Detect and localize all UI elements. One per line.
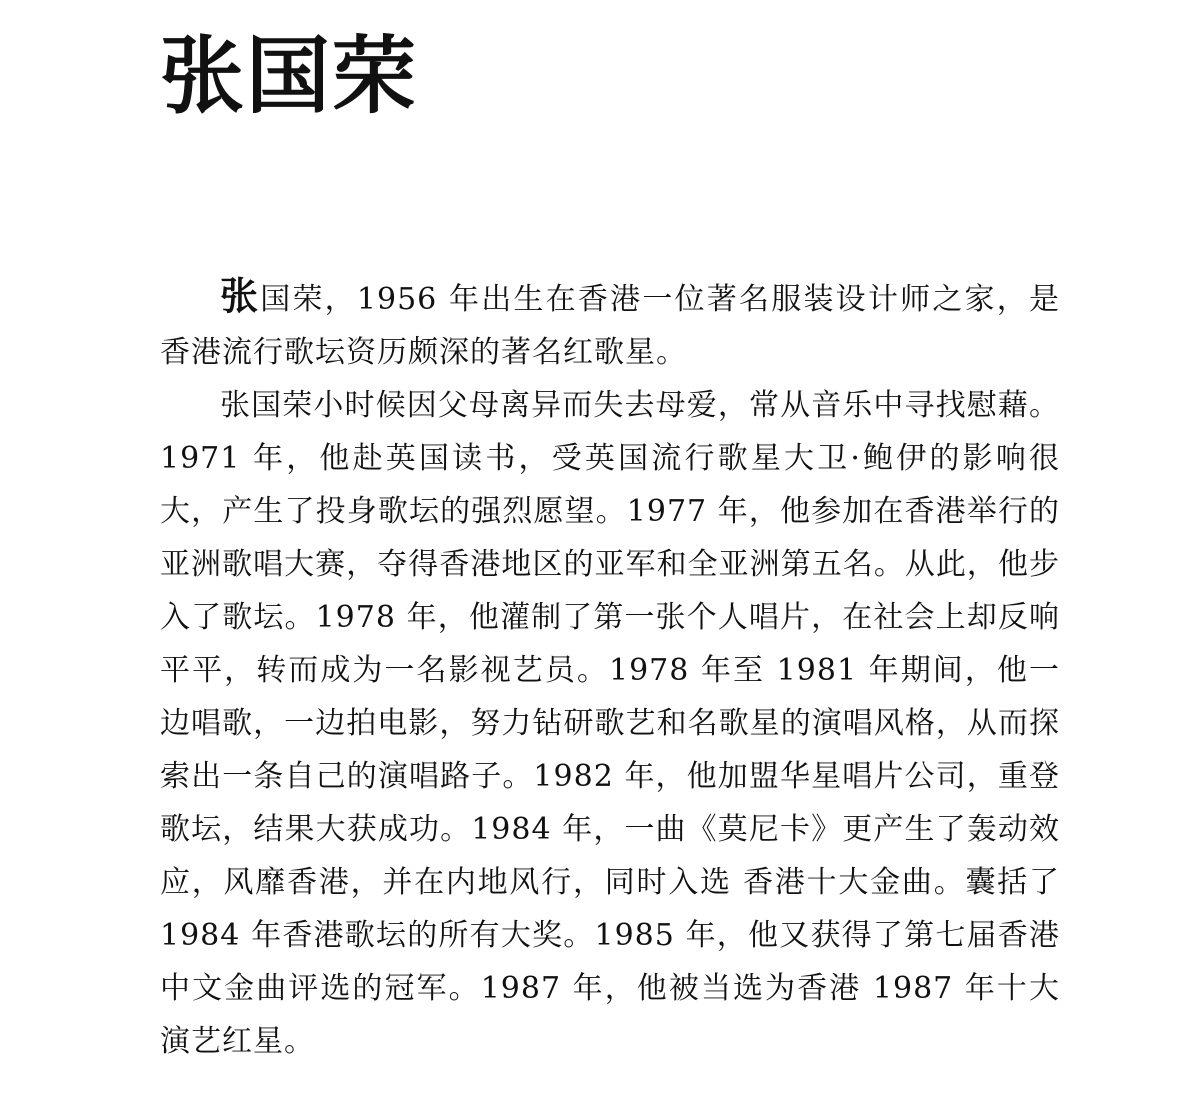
page-title: 张国荣	[160, 27, 419, 125]
paragraph-biography	[160, 379, 1060, 1068]
paragraph-intro	[160, 270, 1060, 379]
paragraph-intro-text: 国荣，1956 年出生在香港一位著名服装设计师之家，是香港流行歌坛资历颇深的著名红歌星。	[160, 282, 1060, 370]
article-body	[160, 270, 1060, 1068]
paragraph-biography-text: 张国荣小时候因父母离异而失去母爱，常从音乐中寻找慰藉。1971 年，他赴英国读书，受英国流行歌星大卫·鲍伊的影响很大，产生了投身歌坛的强烈愿望。1977 年，他参加在香港举行的亚洲歌唱大赛，夺得香港地区的亚军和全亚洲第五名。从此，他步入了歌坛。1978 年，他灌制了第一张个人唱片，在社会上却反响平平，转而成为一名影视艺员。1978 年至 1981 年期间，他一边唱歌，一边拍电影，努力钻研歌艺和名歌星的演唱风格，从而探索出一条自己的演唱路子。1982 年，他加盟华星唱片公司，重登歌坛，结果大获成功。1984 年，一曲《莫尼卡》更产生了轰动效应，风靡香港，并在内地风行，同时入选 香港十大金曲。囊括了 1984 年香港歌坛的所有大奖。1985 年，他又获得了第七届香港中文金曲评选的冠军。1987 年，他被当选为香港 1987 年十大演艺红星。	[160, 388, 1060, 1059]
drop-cap: 张	[220, 274, 261, 318]
